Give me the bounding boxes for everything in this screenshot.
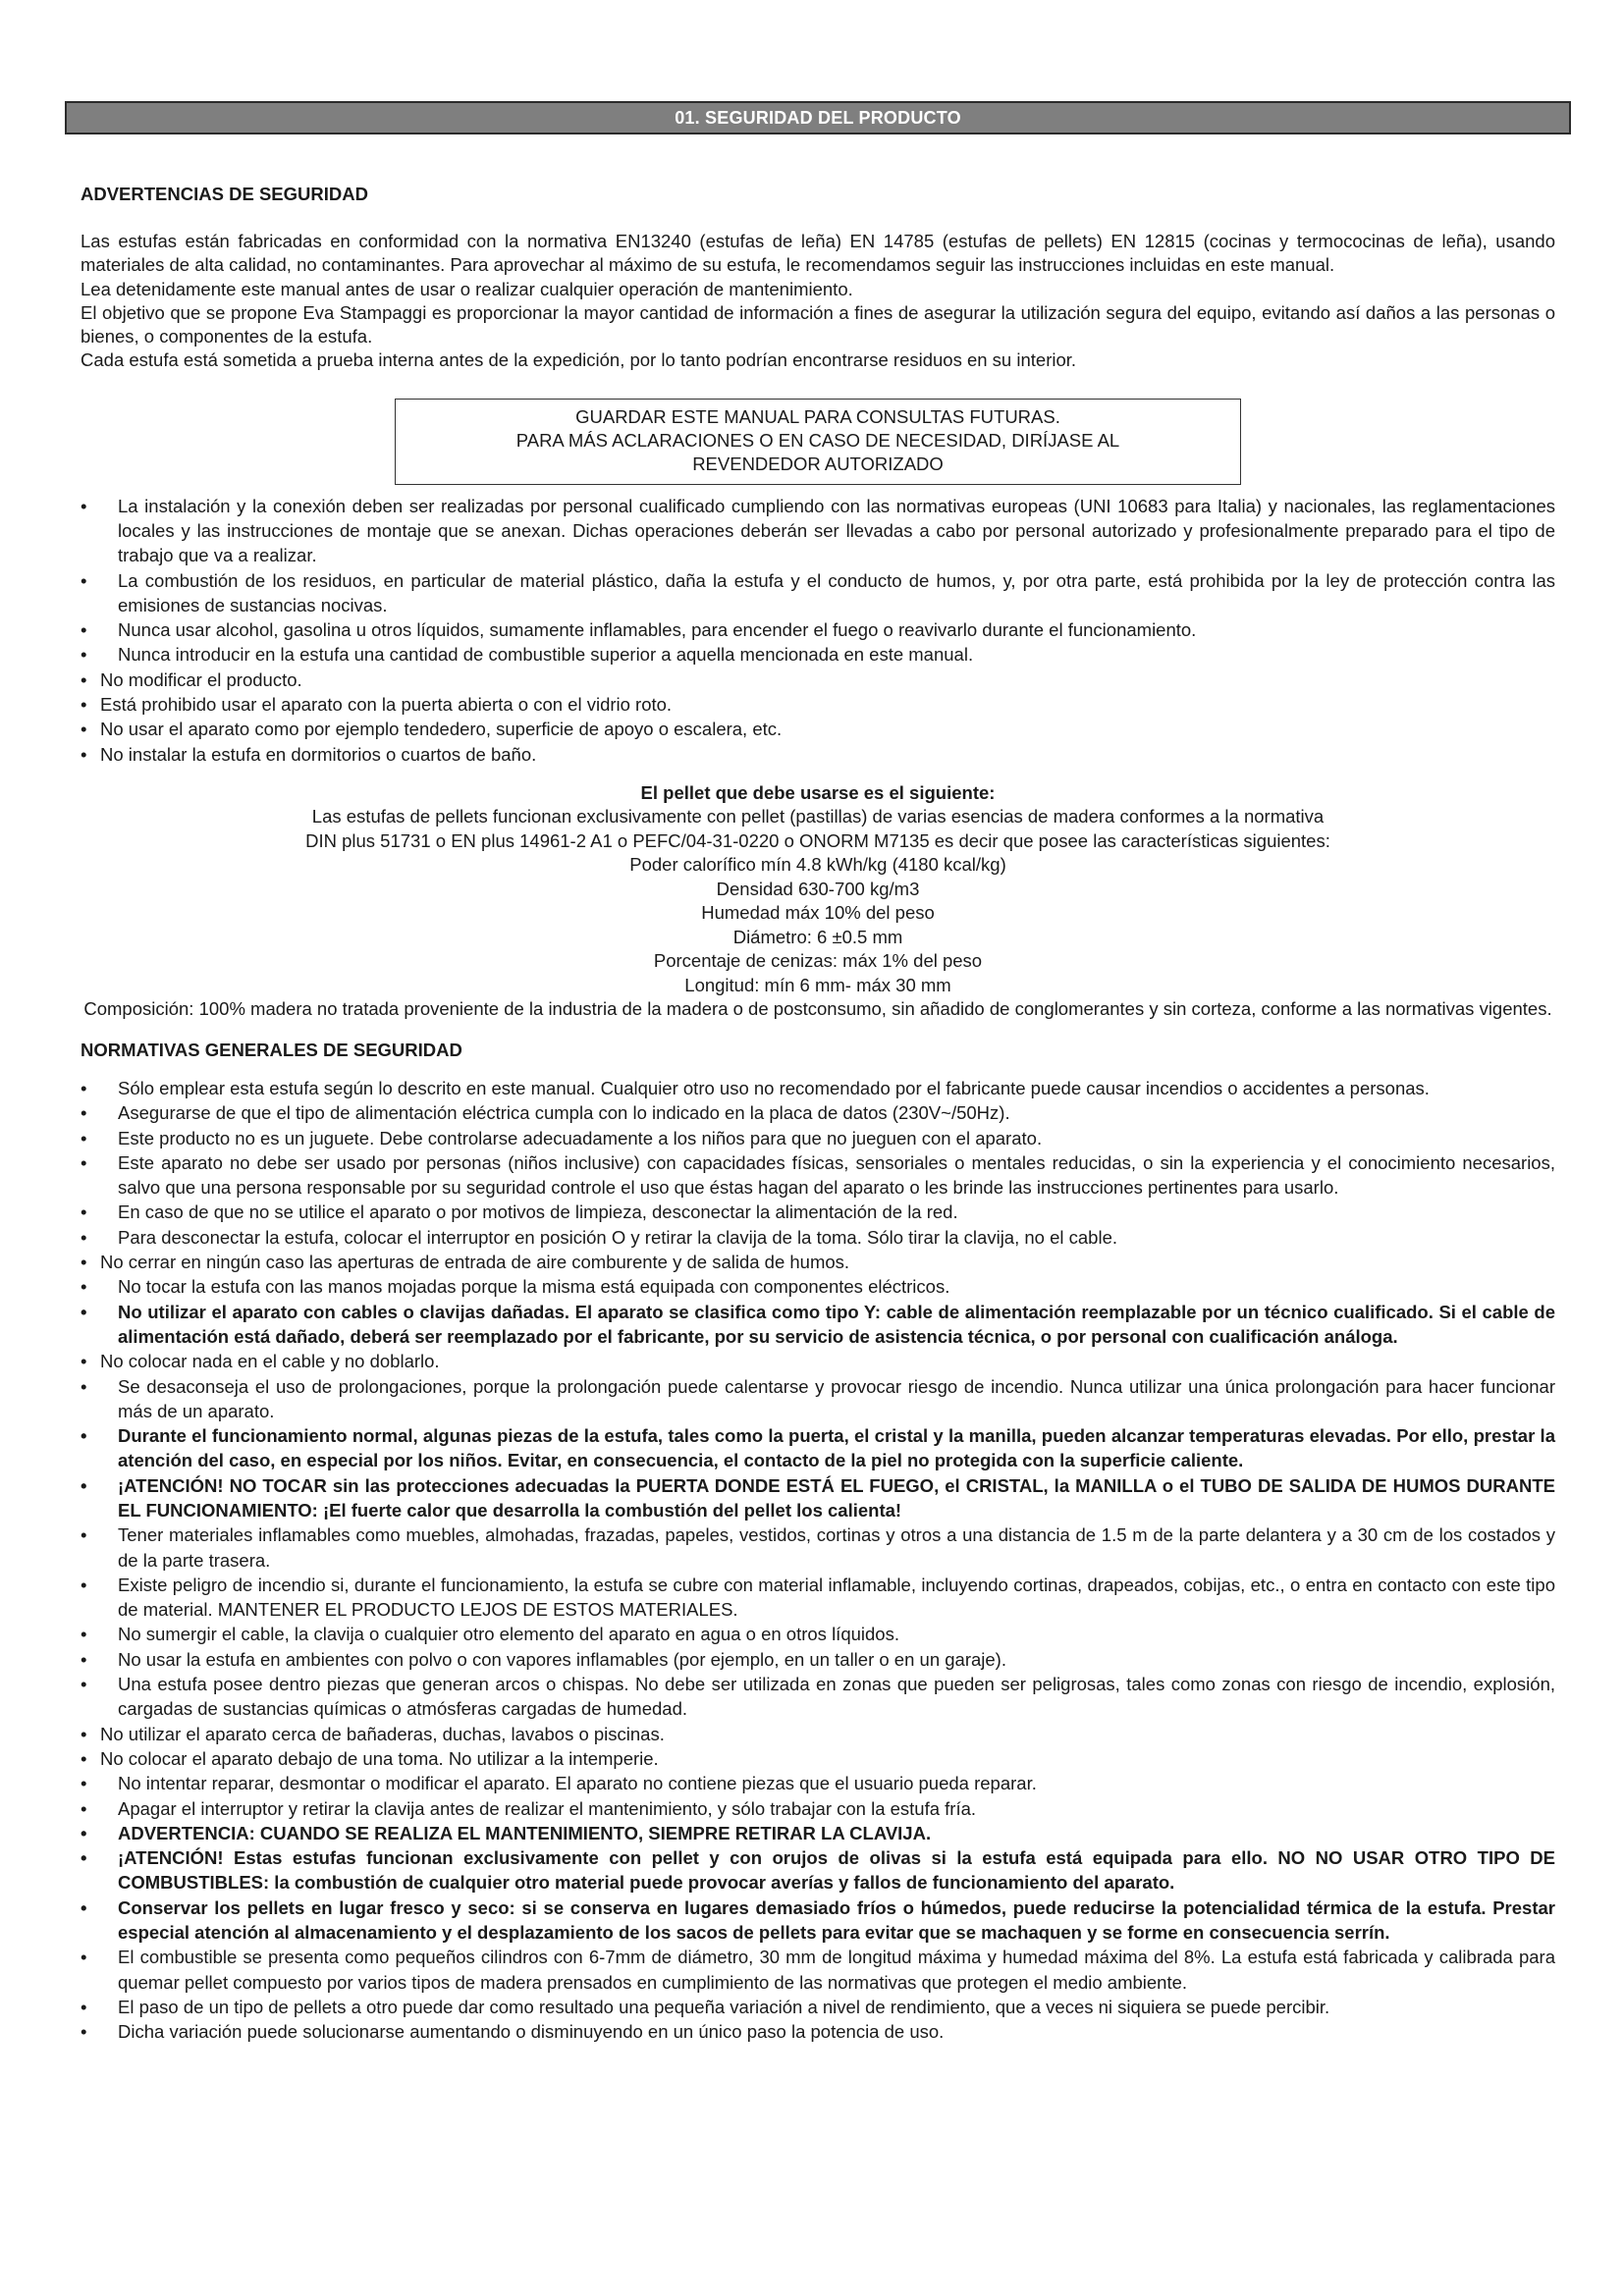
list-item: • No cerrar en ningún caso las aperturas de entrada de aire comburente y de salida de humos. xyxy=(81,1250,1555,1274)
list-item: • Nunca introducir en la estufa una cantidad de combustible superior a aquella mencionada en este manual. xyxy=(81,642,1555,667)
list-item: • No colocar el aparato debajo de una toma. No utilizar a la intemperie. xyxy=(81,1746,1555,1771)
list-item: • No tocar la estufa con las manos mojadas porque la misma está equipada con componentes eléctricos. xyxy=(81,1274,1555,1299)
intro-paragraphs xyxy=(81,230,1555,373)
list-item: • Apagar el interruptor y retirar la clavija antes de realizar el mantenimiento, y sólo trabajar con la estufa fría. xyxy=(81,1796,1555,1821)
list-item: • La combustión de los residuos, en particular de material plástico, daña la estufa y el conducto de humos, y, por otra parte, está prohibida por la ley de protección contra las emisiones de sustancias nocivas. xyxy=(81,568,1555,618)
list-item: • No intentar reparar, desmontar o modificar el aparato. El aparato no contiene piezas que el usuario pueda reparar. xyxy=(81,1771,1555,1795)
list-item: • Sólo emplear esta estufa según lo descrito en este manual. Cualquier otro uso no recomendado por el fabricante puede causar incendios o accidentes a personas. xyxy=(81,1076,1555,1100)
pellet-line: Las estufas de pellets funcionan exclusivamente con pellet (pastillas) de varias esencias de madera conformes a la normativa xyxy=(311,806,1325,828)
list-item: • Conservar los pellets en lugar fresco y seco: si se conserva en lugares demasiado fríos o húmedos, puede reducirse la potencialidad térmica de la estufa. Prestar especial atención al almacenamiento y el desplazamiento de los sacos de pellets para evitar que se machaquen y se forme en consecuencia serrín. xyxy=(81,1896,1555,1946)
intro-paragraph: Lea detenidamente este manual antes de usar o realizar cualquier operación de mantenimiento. xyxy=(81,278,853,299)
pellet-line: Densidad 630-700 kg/m3 xyxy=(716,878,920,899)
pellet-line: Humedad máx 10% del peso xyxy=(701,902,935,924)
list-item: • Una estufa posee dentro piezas que generan arcos o chispas. No debe ser utilizada en zonas que pueden ser peligrosas, tales como zonas con riesgo de incendio, explosión, cargadas de sustancias químicas o atmósferas cargadas de humedad. xyxy=(81,1672,1555,1722)
section-header-bar: 01. SEGURIDAD DEL PRODUCTO xyxy=(65,101,1571,134)
pellet-line: Composición: 100% madera no tratada proveniente de la industria de la madera o de postconsumo, sin añadido de conglomerantes y sin corteza, conforme a las normativas vigentes. xyxy=(83,998,1552,1020)
general-safety-rules-list xyxy=(81,1076,1555,2045)
list-item: • Este producto no es un juguete. Debe controlarse adecuadamente a los niños para que no jueguen con el aparato. xyxy=(81,1126,1555,1150)
notice-box xyxy=(395,399,1241,485)
list-item: • No usar la estufa en ambientes con polvo o con vapores inflamables (por ejemplo, en un taller o en un garaje). xyxy=(81,1647,1555,1672)
pellet-line: Poder calorífico mín 4.8 kWh/kg (4180 kcal/kg) xyxy=(629,854,1006,876)
pellet-specifications xyxy=(81,781,1555,1022)
list-item: • Durante el funcionamiento normal, algunas piezas de la estufa, tales como la puerta, el cristal y la manilla, pueden alcanzar temperaturas elevadas. Por ello, prestar la atención del caso, en especial por los niños. Evitar, en consecuencia, el contacto de la piel no protegida con la superficie caliente. xyxy=(81,1423,1555,1473)
pellet-line: Longitud: mín 6 mm- máx 30 mm xyxy=(684,974,951,995)
list-item: • No sumergir el cable, la clavija o cualquier otro elemento del aparato en agua o en otros líquidos. xyxy=(81,1622,1555,1646)
pellet-line: DIN plus 51731 o EN plus 14961-2 A1 o PEFC/04-31-0220 o ONORM M7135 es decir que posee las características siguientes: xyxy=(305,829,1330,851)
list-item: • No instalar la estufa en dormitorios o cuartos de baño. xyxy=(81,742,1555,767)
list-item: • Para desconectar la estufa, colocar el interruptor en posición O y retirar la clavija de la toma. Sólo tirar la clavija, no el cable. xyxy=(81,1225,1555,1250)
pellet-title: El pellet que debe usarse es el siguiente: xyxy=(640,781,996,803)
list-item: • Asegurarse de que el tipo de alimentación eléctrica cumpla con lo indicado en la placa de datos (230V~/50Hz). xyxy=(81,1100,1555,1125)
list-item: • Se desaconseja el uso de prolongaciones, porque la prolongación puede calentarse y provocar riesgo de incendio. Nunca utilizar una única prolongación para hacer funcionar más de un aparato. xyxy=(81,1374,1555,1424)
list-item: • Tener materiales inflamables como muebles, almohadas, frazadas, papeles, vestidos, cortinas y otros a una distancia de 1.5 m de la parte delantera y a 30 cm de los costados y de la parte trasera. xyxy=(81,1522,1555,1573)
notice-line: PARA MÁS ACLARACIONES O EN CASO DE NECESIDAD, DIRÍJASE AL xyxy=(515,430,1120,452)
pellet-line: Porcentaje de cenizas: máx 1% del peso xyxy=(653,950,983,972)
list-item: • No colocar nada en el cable y no doblarlo. xyxy=(81,1349,1555,1373)
list-item: • ¡ATENCIÓN! Estas estufas funcionan exclusivamente con pellet y con orujos de olivas si la estufa está equipada para ello. NO NO USAR OTRO TIPO DE COMBUSTIBLES: la combustión de cualquier otro material puede provocar averías y fallos de funcionamiento del aparato. xyxy=(81,1845,1555,1896)
section-title-safety-warnings: ADVERTENCIAS DE SEGURIDAD xyxy=(81,184,368,204)
list-item: • El paso de un tipo de pellets a otro puede dar como resultado una pequeña variación a nivel de rendimiento, que a veces ni siquiera se puede percibir. xyxy=(81,1995,1555,2019)
list-item: • No utilizar el aparato con cables o clavijas dañadas. El aparato se clasifica como tipo Y: cable de alimentación reemplazable por un técnico cualificado. Si el cable de alimentación está dañado, deberá ser reemplazado por el fabricante, por su servicio de asistencia técnica, o por personal con cualificación análoga. xyxy=(81,1300,1555,1350)
list-item: • No usar el aparato como por ejemplo tendedero, superficie de apoyo o escalera, etc. xyxy=(81,717,1555,741)
notice-line: REVENDEDOR AUTORIZADO xyxy=(692,454,944,475)
list-item: • El combustible se presenta como pequeños cilindros con 6-7mm de diámetro, 30 mm de longitud máxima y humedad máxima del 8%. La estufa está fabricada y calibrada para quemar pellet compuesto por varios tipos de madera prensados en cumplimiento de las normativas que protegen el medio ambiente. xyxy=(81,1945,1555,1995)
list-item: • En caso de que no se utilice el aparato o por motivos de limpieza, desconectar la alimentación de la red. xyxy=(81,1200,1555,1224)
intro-paragraph: Cada estufa está sometida a prueba interna antes de la expedición, por lo tanto podrían encontrarse residuos en su interior. xyxy=(81,349,1077,371)
list-item: • No modificar el producto. xyxy=(81,667,1555,692)
notice-line: GUARDAR ESTE MANUAL PARA CONSULTAS FUTURAS. xyxy=(575,405,1060,427)
intro-paragraph: Las estufas están fabricadas en conformidad con la normativa EN13240 (estufas de leña) EN 14785 (estufas de pellets) EN 12815 (cocinas y termococinas de leña), usando materiales de alta calidad, no contaminantes. Para aprovechar al máximo de su estufa, le recomendamos seguir las instrucciones incluidas en este manual. xyxy=(81,231,1555,276)
list-item: • ADVERTENCIA: CUANDO SE REALIZA EL MANTENIMIENTO, SIEMPRE RETIRAR LA CLAVIJA. xyxy=(81,1821,1555,1845)
list-item: • No utilizar el aparato cerca de bañaderas, duchas, lavabos o piscinas. xyxy=(81,1722,1555,1746)
list-item: • La instalación y la conexión deben ser realizadas por personal cualificado cumpliendo con las normativas europeas (UNI 10683 para Italia) y nacionales, las reglamentaciones locales y las instrucciones de montaje que se anexan. Dichas operaciones deberán ser llevadas a cabo por personal autorizado y profesionalmente preparado para el tipo de trabajo que va a realizar. xyxy=(81,494,1555,568)
list-item: • Dicha variación puede solucionarse aumentando o disminuyendo en un único paso la potencia de uso. xyxy=(81,2019,1555,2044)
list-item: • ¡ATENCIÓN! NO TOCAR sin las protecciones adecuadas la PUERTA DONDE ESTÁ EL FUEGO, el CRISTAL, la MANILLA o el TUBO DE SALIDA DE HUMOS DURANTE EL FUNCIONAMIENTO: ¡El fuerte calor que desarrolla la combustión del pellet los calienta! xyxy=(81,1473,1555,1523)
intro-paragraph: El objetivo que se propone Eva Stampaggi es proporcionar la mayor cantidad de información a fines de asegurar la utilización segura del equipo, evitando así daños a las personas o bienes, o componentes de la estufa. xyxy=(81,301,1555,347)
pellet-line: Diámetro: 6 ±0.5 mm xyxy=(732,926,903,947)
list-item: • Está prohibido usar el aparato con la puerta abierta o con el vidrio roto. xyxy=(81,692,1555,717)
section-title-general-rules: NORMATIVAS GENERALES DE SEGURIDAD xyxy=(81,1039,462,1060)
manual-page xyxy=(65,101,1571,2045)
list-item: • Nunca usar alcohol, gasolina u otros líquidos, sumamente inflamables, para encender el fuego o reavivarlo durante el funcionamiento. xyxy=(81,617,1555,642)
list-item: • Este aparato no debe ser usado por personas (niños inclusive) con capacidades físicas, sensoriales o mentales reducidas, o sin la experiencia y el conocimiento necesarios, salvo que una persona responsable por su seguridad controle el uso que éstas hagan del aparato o les brinde las instrucciones pertinentes para usarlo. xyxy=(81,1150,1555,1201)
safety-warnings-list xyxy=(81,494,1555,767)
list-item: • Existe peligro de incendio si, durante el funcionamiento, la estufa se cubre con material inflamable, incluyendo cortinas, drapeados, cobijas, etc., o entra en contacto con este tipo de material. MANTENER EL PRODUCTO LEJOS DE ESTOS MATERIALES. xyxy=(81,1573,1555,1623)
